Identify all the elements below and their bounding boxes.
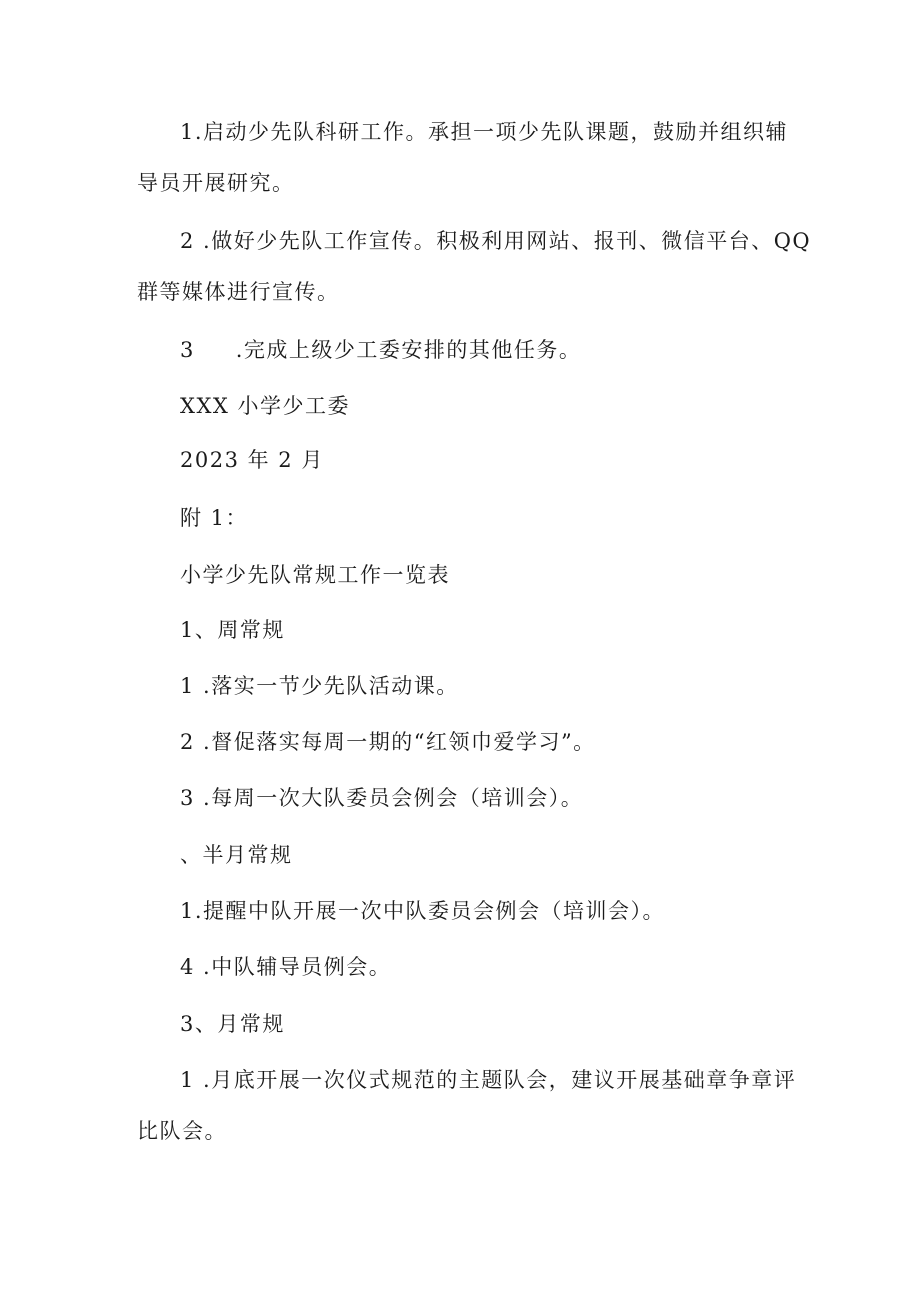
paragraph-other-tasks: 3 .完成上级少工委安排的其他任务。 (180, 338, 582, 362)
half-monthly-item-2: 4 .中队辅导员例会。 (180, 955, 392, 979)
weekly-item-2: 2 .督促落实每周一期的“红领巾爱学习”。 (180, 730, 596, 754)
section-weekly: 1、周常规 (180, 618, 285, 642)
section-monthly: 3、月常规 (180, 1012, 285, 1036)
weekly-item-1: 1 .落实一节少先队活动课。 (180, 674, 459, 698)
half-monthly-item-1: 1.提醒中队开展一次中队委员会例会（培训会）。 (180, 899, 666, 923)
paragraph-research-line1: 1.启动少先队科研工作。承担一项少先队课题，鼓励并组织辅 (180, 120, 789, 144)
paragraph-publicity-line1: 2 .做好少先队工作宣传。积极利用网站、报刊、微信平台、QQ (180, 229, 812, 253)
signature-organization: XXX 小学少工委 (180, 394, 351, 418)
signature-date: 2023 年 2 月 (180, 448, 324, 472)
section-half-monthly: 、半月常规 (180, 843, 293, 867)
appendix-label: 附 1： (180, 506, 249, 530)
paragraph-publicity-line2: 群等媒体进行宣传。 (137, 280, 340, 304)
monthly-item-1-line1: 1 .月底开展一次仪式规范的主题队会，建议开展基础章争章评 (180, 1068, 797, 1092)
paragraph-research-line2: 导员开展研究。 (137, 171, 295, 195)
weekly-item-3: 3 .每周一次大队委员会例会（培训会）。 (180, 786, 584, 810)
monthly-item-1-line2: 比队会。 (137, 1119, 227, 1143)
appendix-title: 小学少先队常规工作一览表 (180, 563, 450, 587)
